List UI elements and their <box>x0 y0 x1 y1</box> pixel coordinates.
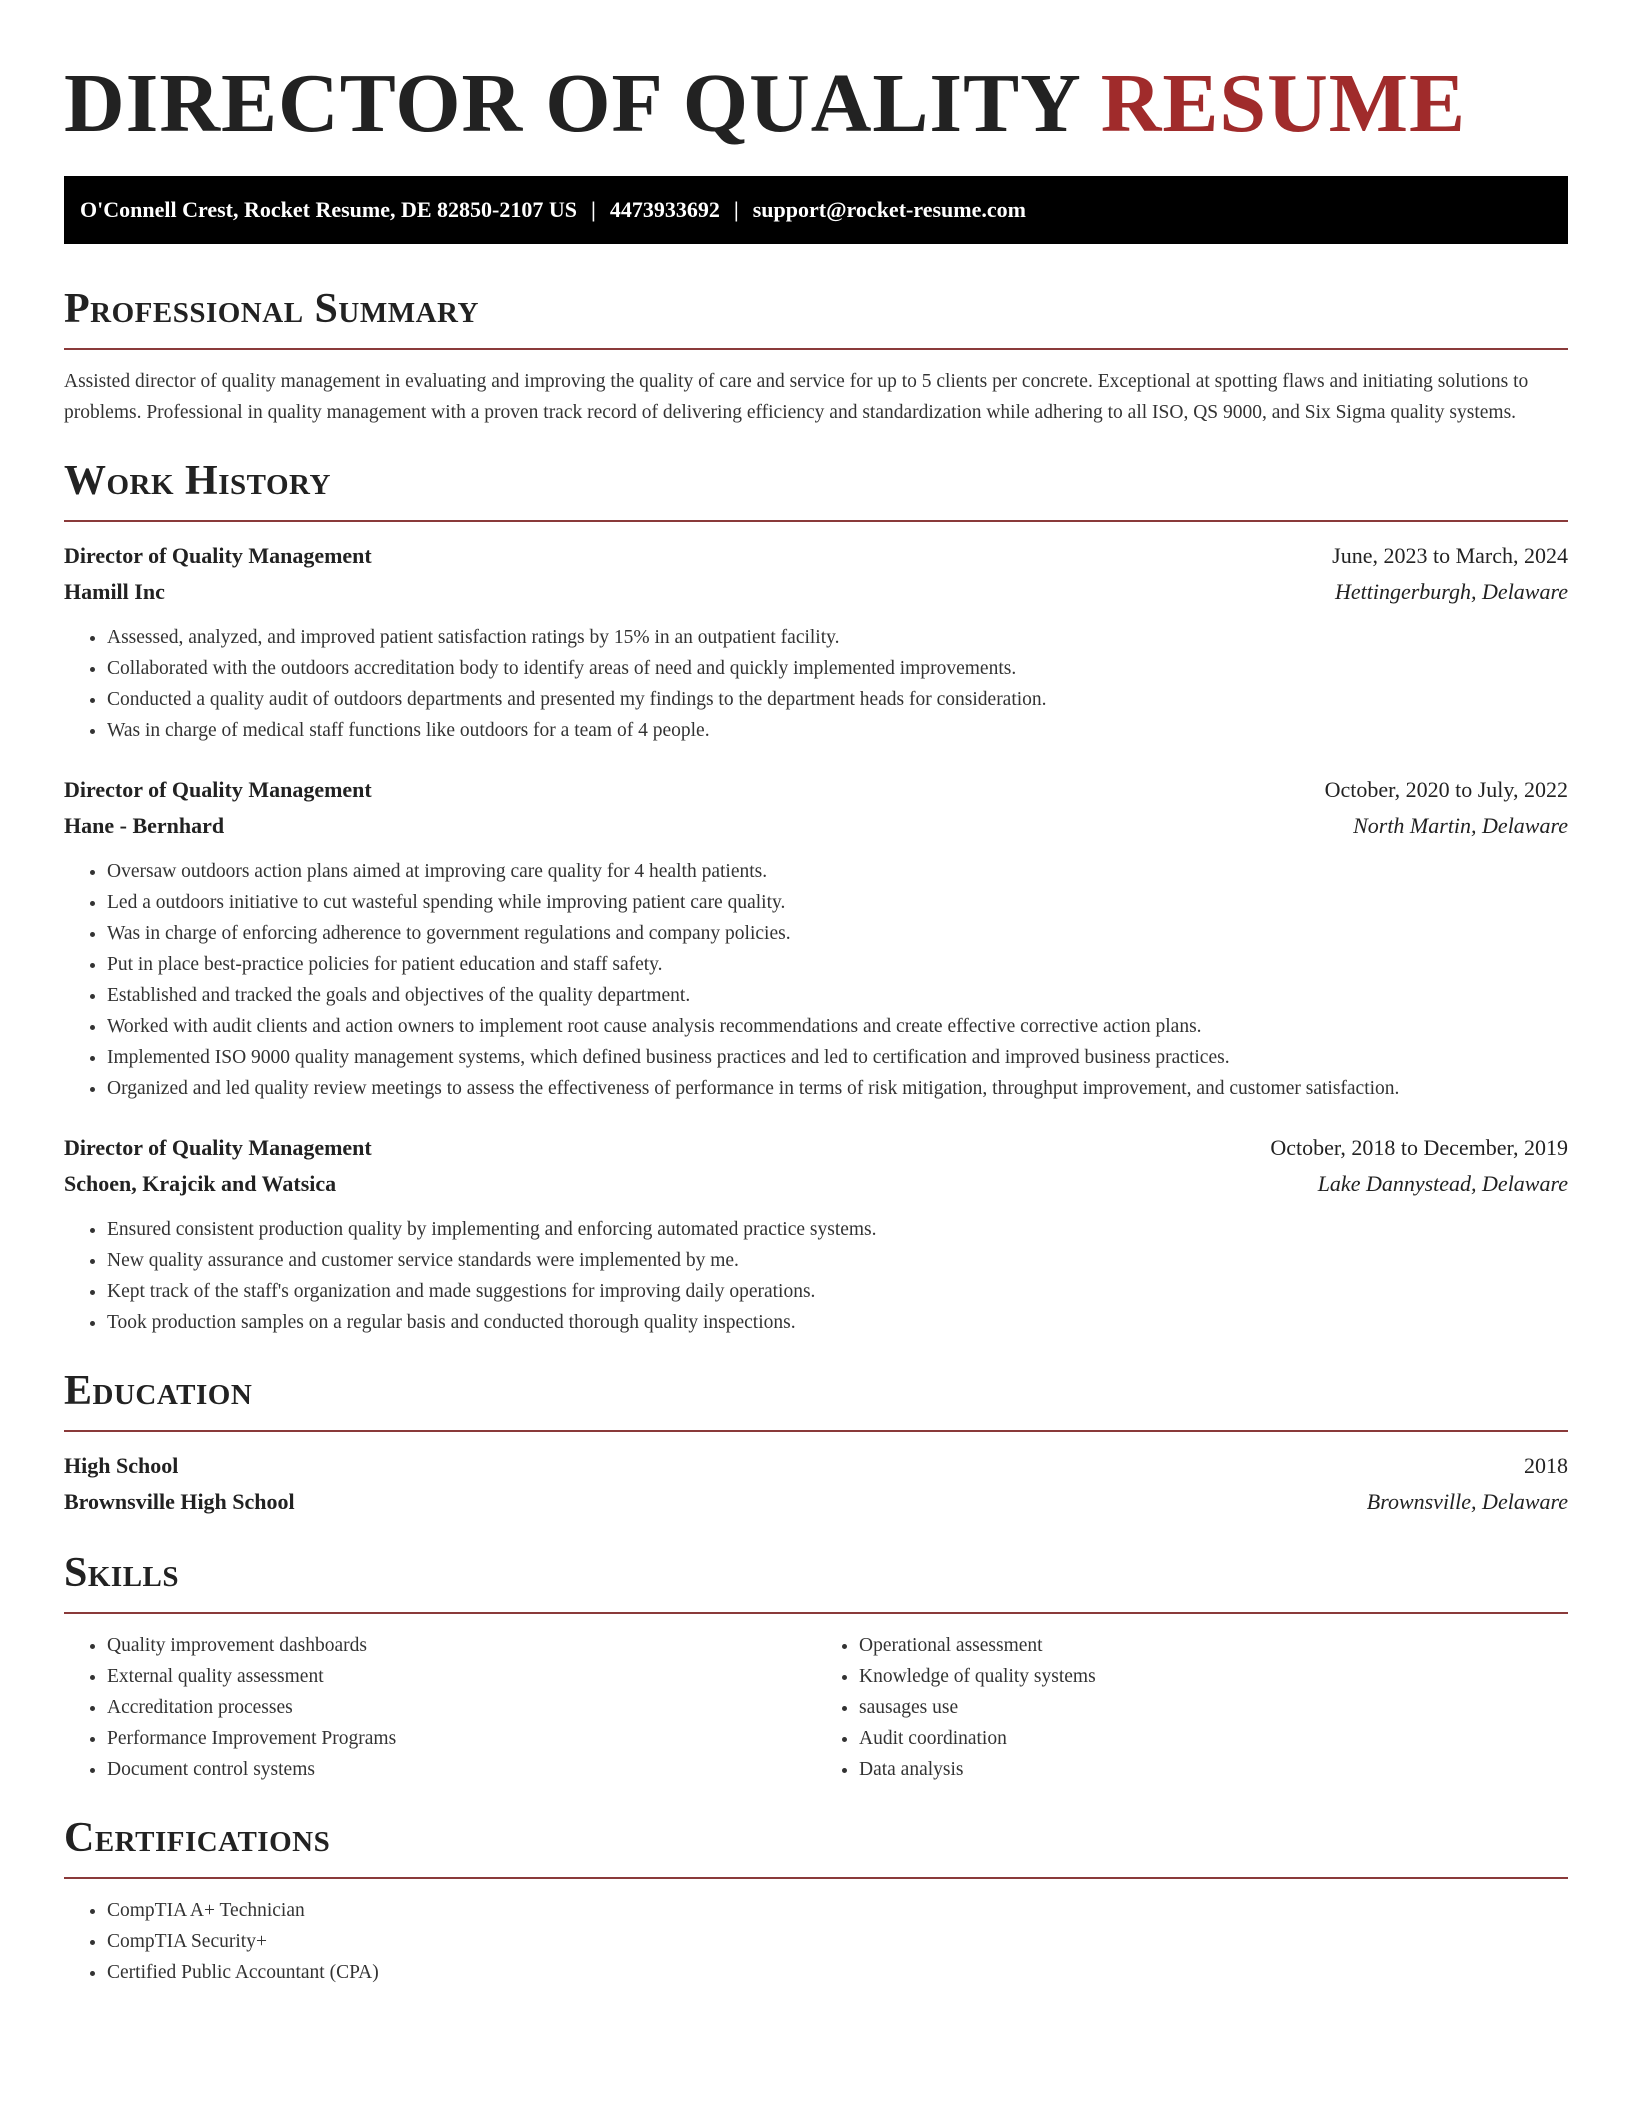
job-company-row <box>64 808 1568 844</box>
job-location: Hettingerburgh, Delaware <box>1334 579 1568 604</box>
job-entry <box>64 538 1568 746</box>
list-item: • Oversaw outdoors action plans aimed at improving care quality for 4 health patients. <box>107 856 1568 887</box>
list-item: • Assessed, analyzed, and improved patient satisfaction ratings by 15% in an outpatient facility. <box>107 622 1568 653</box>
title-accent: RESUME <box>1100 57 1467 150</box>
certifications-list <box>64 1895 1568 1988</box>
education-section <box>64 1366 1568 1520</box>
list-item: • Established and tracked the goals and objectives of the quality department. <box>107 980 1568 1011</box>
job-company-row <box>64 574 1568 610</box>
job-header-row <box>64 772 1568 808</box>
list-item: • CompTIA A+ Technician <box>107 1895 1568 1926</box>
list-item: • Accreditation processes <box>107 1692 816 1723</box>
section-divider <box>64 1612 1568 1614</box>
skills-list-left <box>64 1630 816 1785</box>
section-divider <box>64 1877 1568 1879</box>
contact-phone: 4473933692 <box>609 197 720 222</box>
list-item: • Collaborated with the outdoors accreditation body to identify areas of need and quickly implemented improvements. <box>107 653 1568 684</box>
list-item: • Organized and led quality review meetings to assess the effectiveness of performance in terms of risk mitigation, throughput improvement, and customer satisfaction. <box>107 1073 1568 1104</box>
job-title: Director of Quality Management <box>64 543 372 568</box>
job-dates: October, 2020 to July, 2022 <box>1324 777 1568 802</box>
list-item: • Certified Public Accountant (CPA) <box>107 1957 1568 1988</box>
title-main: DIRECTOR OF QUALITY <box>64 57 1079 150</box>
list-item: • Data analysis <box>859 1754 1568 1785</box>
job-dates: June, 2023 to March, 2024 <box>1332 543 1568 568</box>
contact-address: O'Connell Crest, Rocket Resume, DE 82850-2107 US <box>80 197 578 222</box>
job-title: Director of Quality Management <box>64 777 372 802</box>
list-item: • Quality improvement dashboards <box>107 1630 816 1661</box>
education-school-row <box>64 1484 1568 1520</box>
job-entry <box>64 772 1568 1104</box>
skills-list-right <box>816 1630 1568 1785</box>
list-item: • Performance Improvement Programs <box>107 1723 816 1754</box>
job-bullets <box>64 622 1568 746</box>
section-divider <box>64 1430 1568 1432</box>
job-company: Hane - Bernhard <box>64 813 225 838</box>
list-item: • Implemented ISO 9000 quality management systems, which defined business practices and led to certification and improved business practices. <box>107 1042 1568 1073</box>
list-item: • Operational assessment <box>859 1630 1568 1661</box>
education-degree: High School <box>64 1453 179 1478</box>
job-dates: October, 2018 to December, 2019 <box>1270 1135 1568 1160</box>
skills-columns <box>64 1630 1568 1785</box>
list-item: • Kept track of the staff's organization and made suggestions for improving daily operations. <box>107 1276 1568 1307</box>
list-item: • New quality assurance and customer service standards were implemented by me. <box>107 1245 1568 1276</box>
summary-heading: Professional Summary <box>64 286 479 332</box>
contact-separator: | <box>591 197 596 222</box>
job-header-row <box>64 1130 1568 1166</box>
list-item: • Was in charge of enforcing adherence to government regulations and company policies. <box>107 918 1568 949</box>
education-location: Brownsville, Delaware <box>1366 1489 1568 1514</box>
section-divider <box>64 348 1568 350</box>
list-item: • CompTIA Security+ <box>107 1926 1568 1957</box>
list-item: • External quality assessment <box>107 1661 816 1692</box>
contact-separator: | <box>733 197 739 222</box>
list-item: • Ensured consistent production quality by implementing and enforcing automated practice systems. <box>107 1214 1568 1245</box>
summary-section <box>64 284 1568 428</box>
job-company-row <box>64 1166 1568 1202</box>
job-location: Lake Dannystead, Delaware <box>1317 1171 1568 1196</box>
job-entry <box>64 1130 1568 1338</box>
list-item: • Knowledge of quality systems <box>859 1661 1568 1692</box>
list-item: • Document control systems <box>107 1754 816 1785</box>
section-divider <box>64 520 1568 522</box>
job-title: Director of Quality Management <box>64 1135 372 1160</box>
education-heading: Education <box>64 1368 253 1414</box>
skills-heading: Skills <box>64 1550 180 1596</box>
page-title <box>64 56 1568 152</box>
list-item: • Conducted a quality audit of outdoors departments and presented my findings to the department heads for consideration. <box>107 684 1568 715</box>
work-heading: Work History <box>64 458 331 504</box>
job-location: North Martin, Delaware <box>1353 813 1568 838</box>
job-bullets <box>64 856 1568 1104</box>
list-item: • sausages use <box>859 1692 1568 1723</box>
certifications-section <box>64 1813 1568 1988</box>
job-bullets <box>64 1214 1568 1338</box>
education-year: 2018 <box>1524 1453 1568 1478</box>
list-item: • Took production samples on a regular basis and conducted thorough quality inspections. <box>107 1307 1568 1338</box>
education-degree-row <box>64 1448 1568 1484</box>
list-item: • Worked with audit clients and action owners to implement root cause analysis recommendations and create effective corrective action plans. <box>107 1011 1568 1042</box>
skills-section <box>64 1548 1568 1785</box>
education-school: Brownsville High School <box>64 1489 295 1514</box>
summary-text: Assisted director of quality management in evaluating and improving the quality of care and service for up to 5 clients per concrete. Exceptional at spotting flaws and initiating solutions to problems. Professional in quality management with a proven track record of delivering efficiency and standardization while adhering to all ISO, QS 9000, and Six Sigma quality systems. <box>64 371 1529 423</box>
list-item: • Put in place best-practice policies for patient education and staff safety. <box>107 949 1568 980</box>
work-section <box>64 456 1568 1338</box>
list-item: • Was in charge of medical staff functions like outdoors for a team of 4 people. <box>107 715 1568 746</box>
certifications-heading: Certifications <box>64 1815 331 1861</box>
job-company: Hamill Inc <box>64 579 165 604</box>
list-item: • Led a outdoors initiative to cut wasteful spending while improving patient care quality. <box>107 887 1568 918</box>
contact-bar <box>64 176 1568 244</box>
job-header-row <box>64 538 1568 574</box>
contact-email: support@rocket-resume.com <box>752 197 1026 222</box>
list-item: • Audit coordination <box>859 1723 1568 1754</box>
job-company: Schoen, Krajcik and Watsica <box>64 1171 337 1196</box>
